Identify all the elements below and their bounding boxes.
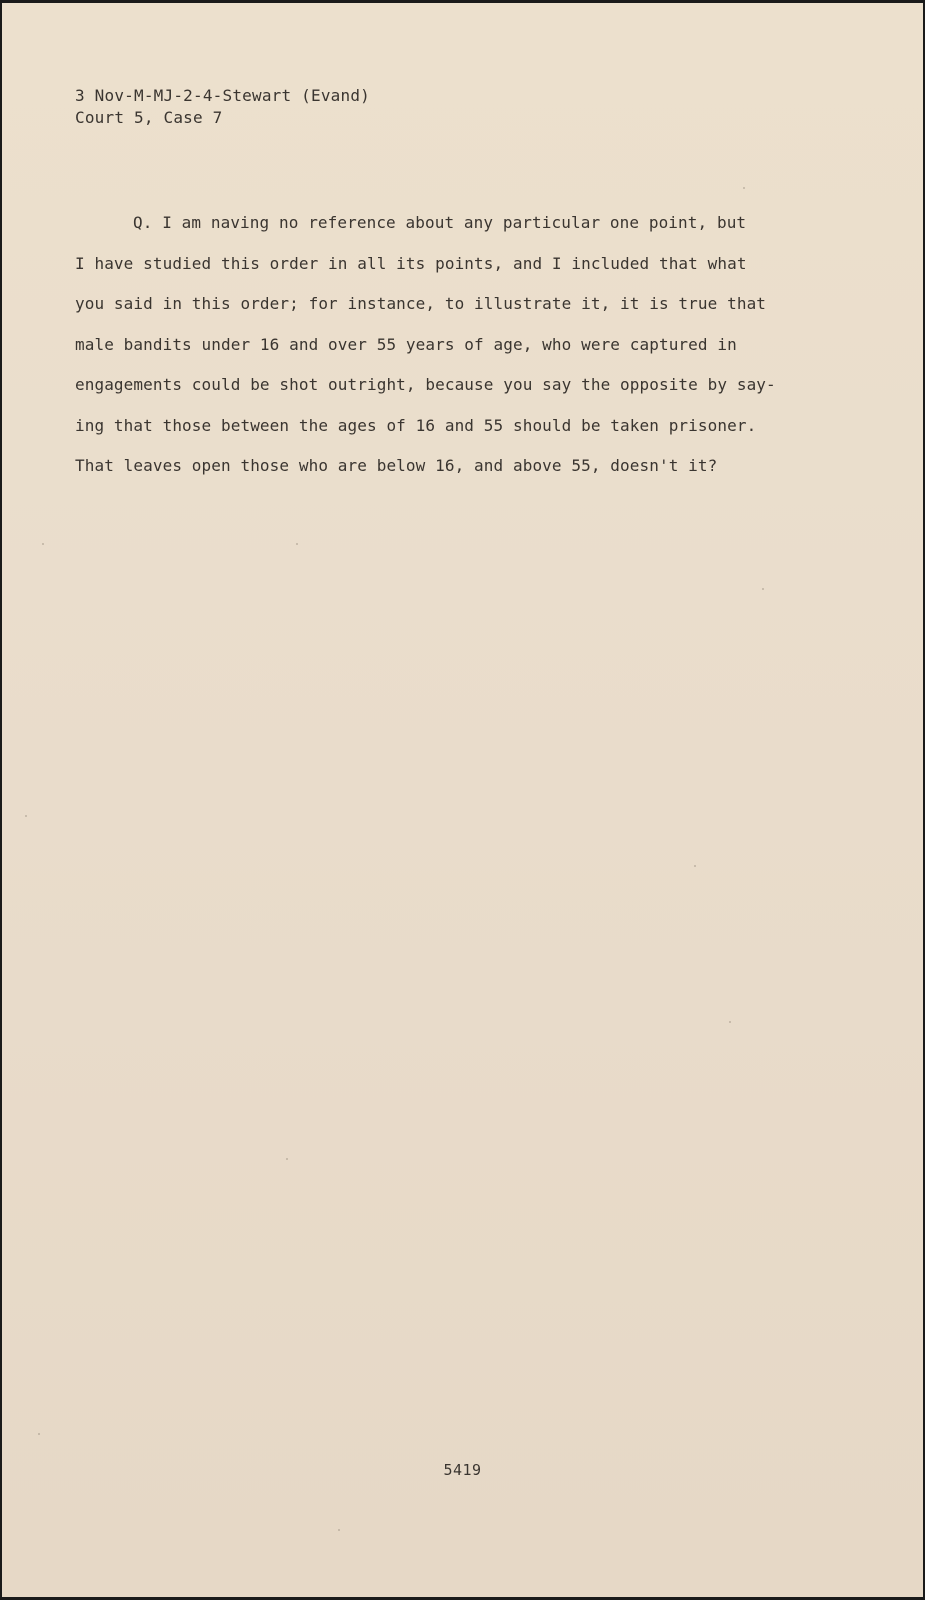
transcript-body bbox=[75, 203, 835, 487]
paper-speck bbox=[296, 543, 298, 545]
paper-speck bbox=[42, 543, 44, 545]
transcript-line: ing that those between the ages of 16 and 55 should be taken prisoner. bbox=[75, 415, 757, 435]
transcript-line: male bandits under 16 and over 55 years of age, who were captured in bbox=[75, 334, 737, 354]
header-court-case: Court 5, Case 7 bbox=[75, 108, 223, 127]
paper-speck bbox=[25, 815, 27, 817]
transcript-line: That leaves open those who are below 16, and above 55, doesn't it? bbox=[75, 456, 718, 475]
paper-speck bbox=[762, 588, 764, 590]
transcript-line: Q. I am naving no reference about any particular one point, but bbox=[133, 213, 747, 232]
document-page bbox=[2, 3, 923, 1597]
transcript-line: I have studied this order in all its points, and I included that what bbox=[75, 253, 747, 273]
paper-speck bbox=[729, 1021, 731, 1023]
page-number: 5419 bbox=[443, 1461, 482, 1479]
document-header bbox=[75, 85, 370, 129]
header-reference: 3 Nov-M-MJ-2-4-Stewart (Evand) bbox=[75, 86, 370, 105]
paper-speck bbox=[694, 865, 696, 867]
paper-speck bbox=[286, 1158, 288, 1160]
paper-speck bbox=[743, 187, 745, 189]
transcript-line: engagements could be shot outright, because you say the opposite by say- bbox=[75, 375, 776, 394]
transcript-line: you said in this order; for instance, to illustrate it, it is true that bbox=[75, 294, 767, 313]
paper-speck bbox=[338, 1529, 340, 1531]
paper-speck bbox=[38, 1433, 40, 1435]
